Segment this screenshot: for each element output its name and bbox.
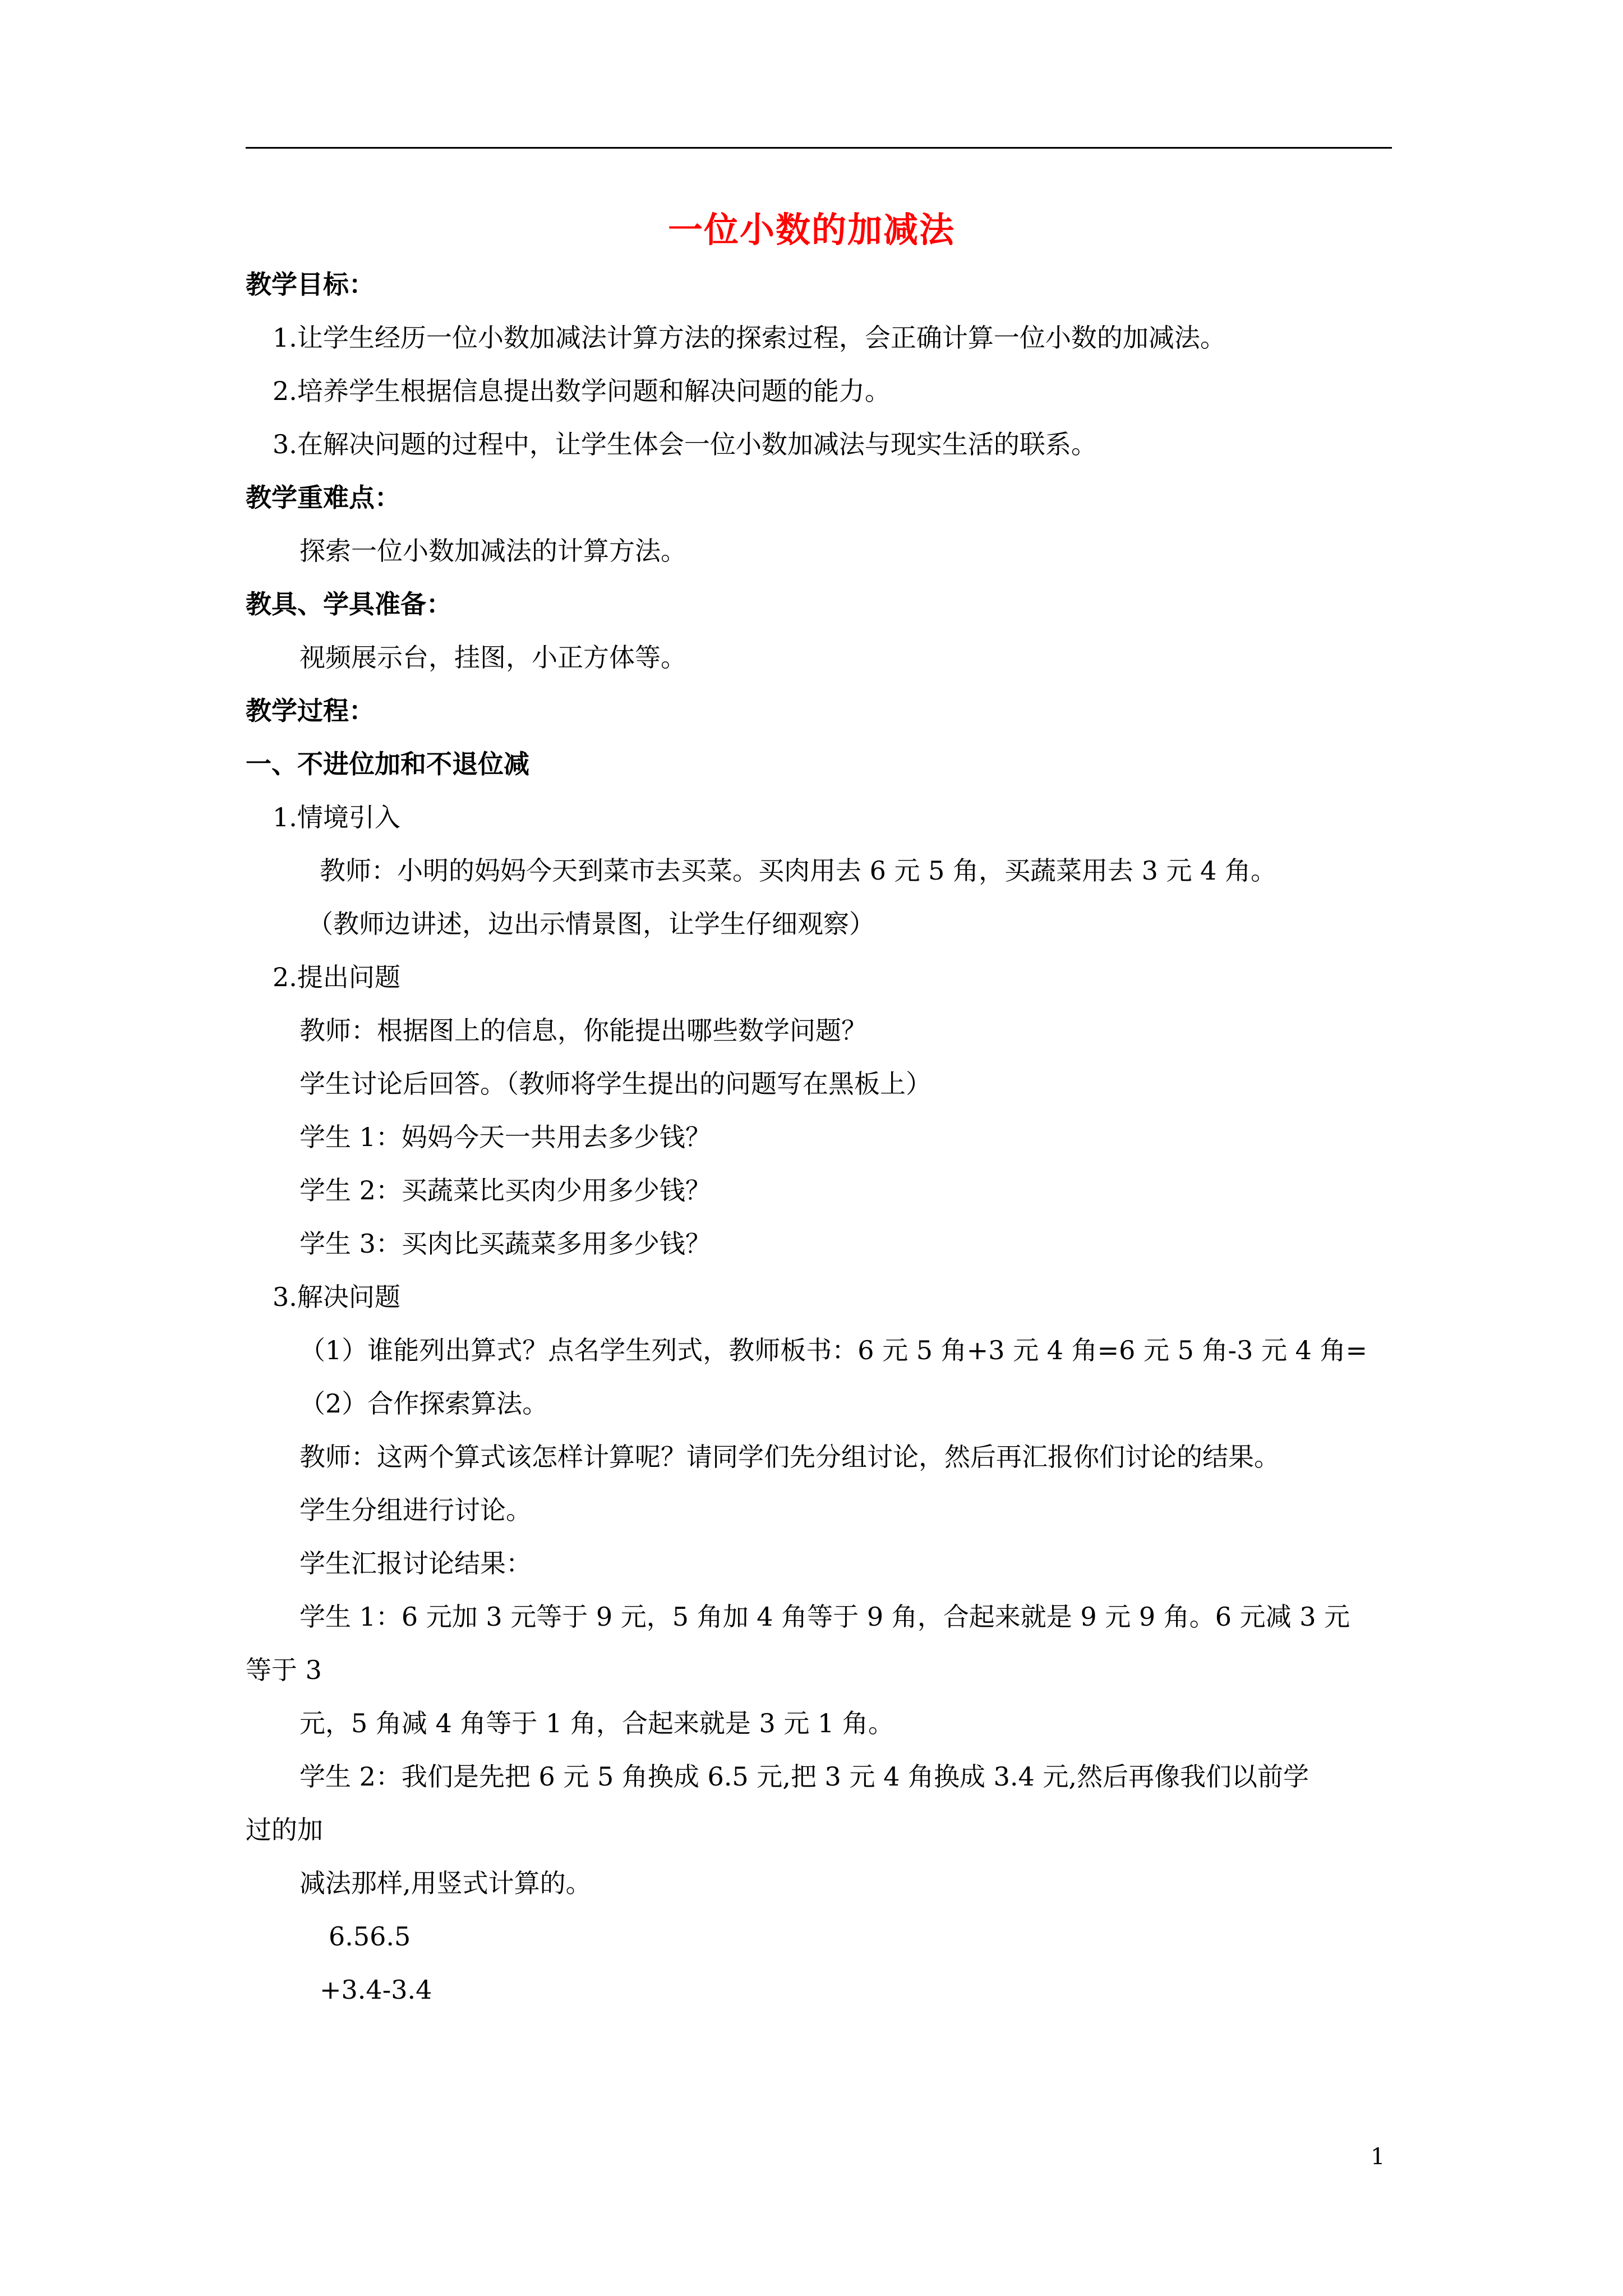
paragraph-teacher-question: 教师：根据图上的信息，你能提出哪些数学问题？ bbox=[299, 1015, 867, 1046]
paragraph-student-1-answer-cont-2: 元，5 角减 4 角等于 1 角，合起来就是 3 元 1 角。 bbox=[299, 1708, 894, 1738]
paragraph-student-2-answer-cont: 过的加 bbox=[246, 1815, 323, 1845]
section-heading-teaching-goals: 教学目标： bbox=[246, 269, 375, 300]
paragraph-student-1-answer: 学生 1：6 元加 3 元等于 9 元，5 角加 4 角等于 9 角，合起来就是 9 元 9 角。6 元减 3 元 bbox=[299, 1602, 1350, 1632]
goal-item-2: 2.培养学生根据信息提出数学问题和解决问题的能力。 bbox=[273, 376, 891, 406]
step-heading-3: 3.解决问题 bbox=[273, 1282, 400, 1312]
paragraph-student-2-answer-cont-2: 减法那样,用竖式计算的。 bbox=[299, 1868, 592, 1898]
subsection-heading-1: 一、不进位加和不退位减 bbox=[246, 749, 529, 779]
section-heading-materials: 教具、学具准备： bbox=[246, 589, 452, 619]
step-heading-2: 2.提出问题 bbox=[273, 962, 400, 992]
header-rule bbox=[246, 147, 1392, 149]
vertical-calc-operators: +3.4-3.4 bbox=[320, 1975, 432, 2005]
paragraph-student-2-answer: 学生 2：我们是先把 6 元 5 角换成 6.5 元,把 3 元 4 角换成 3.4 元,然后再像我们以前学 bbox=[299, 1761, 1309, 1792]
key-points-text: 探索一位小数加减法的计算方法。 bbox=[299, 536, 686, 566]
page-number: 1 bbox=[1371, 2144, 1385, 2170]
paragraph-teacher-note: （教师边讲述，边出示情景图，让学生仔细观察） bbox=[307, 909, 875, 939]
paragraph-student-discussion: 学生讨论后回答。（教师将学生提出的问题写在黑板上） bbox=[299, 1069, 932, 1099]
paragraph-report-results: 学生汇报讨论结果： bbox=[299, 1548, 532, 1579]
goal-item-1: 1.让学生经历一位小数加减法计算方法的探索过程，会正确计算一位小数的加减法。 bbox=[273, 323, 1226, 353]
document-title: 一位小数的加减法 bbox=[667, 209, 955, 250]
paragraph-teacher-intro: 教师：小明的妈妈今天到菜市去买菜。买肉用去 6 元 5 角，买蔬菜用去 3 元 4 角。 bbox=[320, 855, 1277, 886]
paragraph-teacher-calc-question: 教师：这两个算式该怎样计算呢？请同学们先分组讨论，然后再汇报你们讨论的结果。 bbox=[299, 1442, 1280, 1472]
paragraph-cooperative-explore: （2）合作探索算法。 bbox=[299, 1388, 548, 1419]
section-heading-key-points: 教学重难点： bbox=[246, 482, 400, 513]
paragraph-student-1-question: 学生 1：妈妈今天一共用去多少钱？ bbox=[299, 1122, 711, 1152]
goal-item-3: 3.在解决问题的过程中，让学生体会一位小数加减法与现实生活的联系。 bbox=[273, 429, 1097, 459]
section-heading-process: 教学过程： bbox=[246, 696, 375, 726]
paragraph-group-discussion: 学生分组进行讨论。 bbox=[299, 1495, 532, 1525]
paragraph-student-1-answer-cont: 等于 3 bbox=[246, 1655, 322, 1685]
step-heading-1: 1.情境引入 bbox=[273, 802, 400, 832]
paragraph-list-expression: （1）谁能列出算式？点名学生列式，教师板书：6 元 5 角+3 元 4 角=6 元 5 角-3 元 4 角= bbox=[299, 1335, 1368, 1365]
vertical-calc-operands: 6.56.5 bbox=[329, 1921, 411, 1952]
paragraph-student-2-question: 学生 2：买蔬菜比买肉少用多少钱？ bbox=[299, 1175, 711, 1205]
materials-text: 视频展示台，挂图，小正方体等。 bbox=[299, 642, 686, 673]
paragraph-student-3-question: 学生 3：买肉比买蔬菜多用多少钱？ bbox=[299, 1228, 711, 1259]
